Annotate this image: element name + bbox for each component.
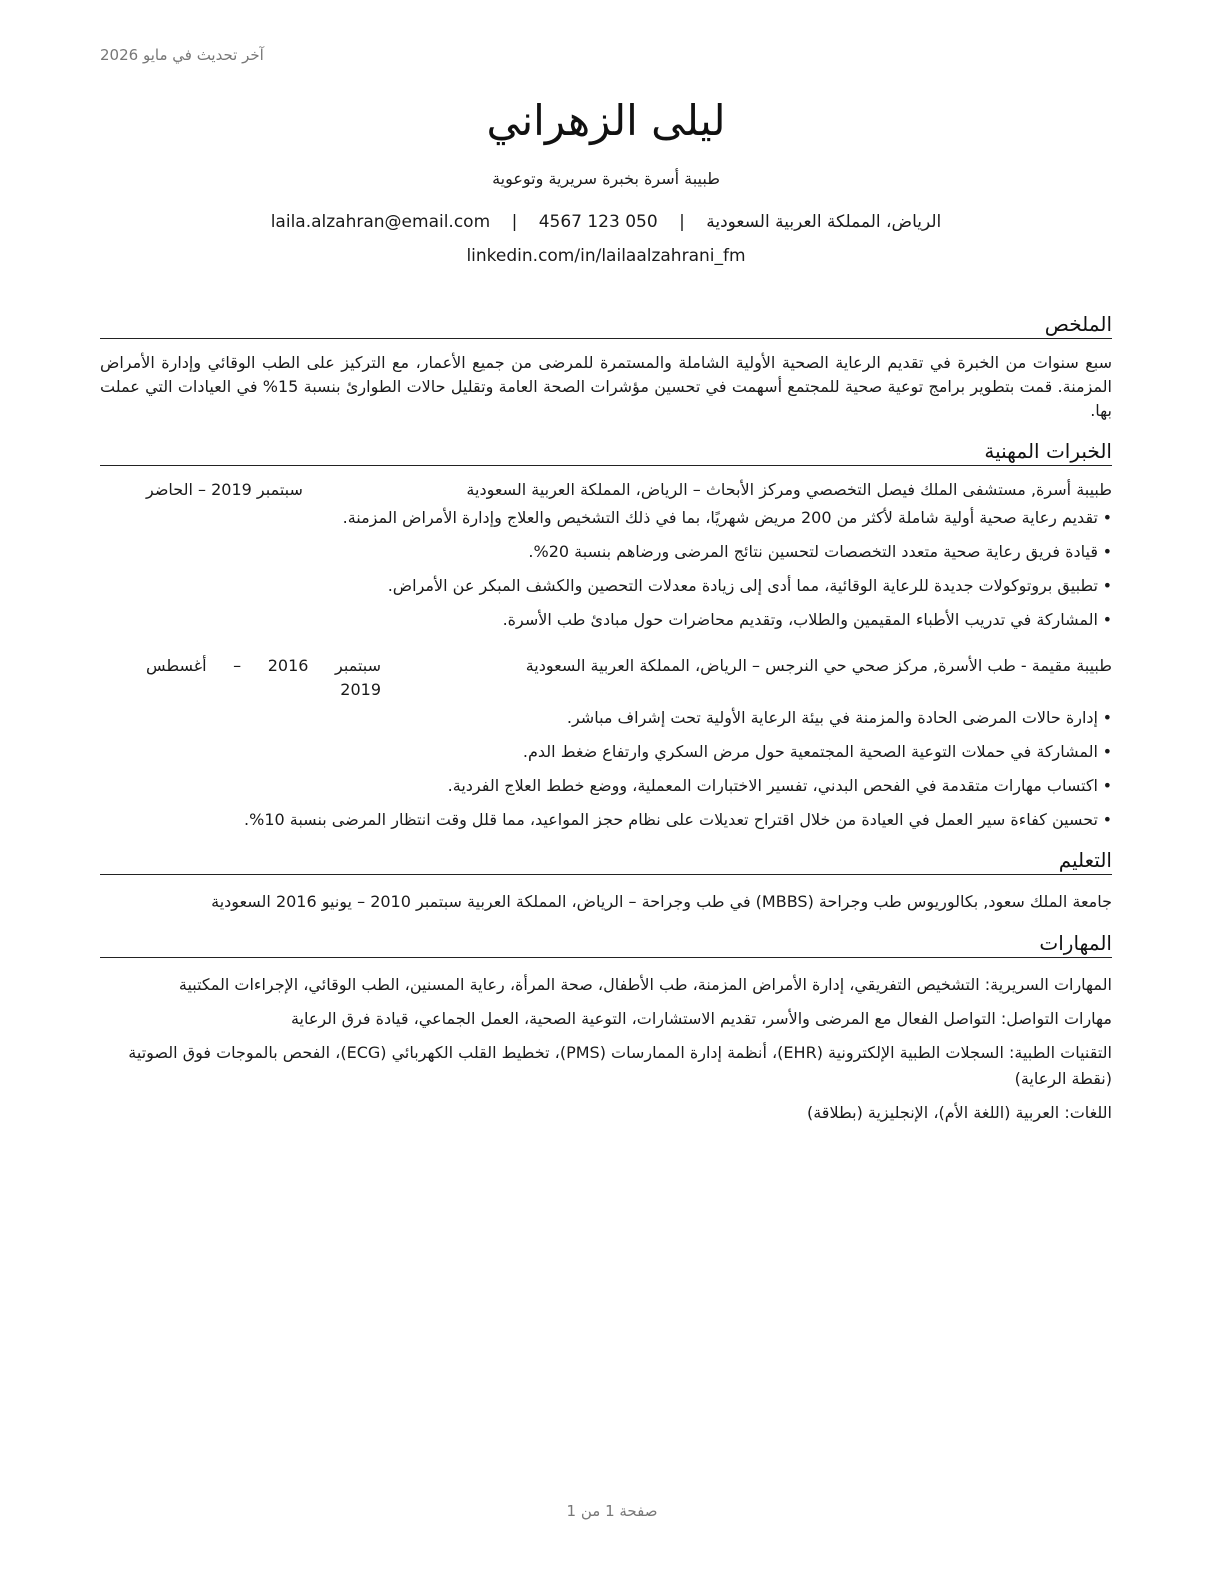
skills-list xyxy=(100,972,1112,1126)
education-entry: جامعة الملك سعود, بكالوريوس طب وجراحة (MBBS) في طب وجراحة – الرياض، المملكة العربية سبتمبر 2010 – يونيو 2016 السعودية xyxy=(211,892,1112,911)
list-item: • تقديم رعاية صحية أولية شاملة لأكثر من 200 مريض شهريًا، بما في ذلك التشخيص والعلاج وإدارة الأمراض المزمنة. xyxy=(100,506,1112,530)
job-bullets xyxy=(100,706,1112,832)
education-section xyxy=(100,846,1112,915)
job-dates: سبتمبر 2019 – الحاضر xyxy=(146,480,303,499)
section-title-experience: الخبرات المهنية xyxy=(100,437,1112,466)
contact-line xyxy=(100,210,1112,234)
summary-text: سبع سنوات من الخبرة في تقديم الرعاية الصحية الأولية الشاملة والمستمرة للمرضى من جميع الأعمار، مع التركيز على الطب الوقائي وإدارة الأمراض المزمنة. قمت بتطوير برامج توعية صحية للمجتمع أسهمت في تحسين مؤشرات الصحة العامة وتقليل حالات الطوارئ بنسبة 15% في العيادات التي عملت بها. xyxy=(100,353,1112,420)
job-header xyxy=(100,478,1112,502)
list-item: • تحسين كفاءة سير العمل في العيادة من خلال اقتراح تعديلات على نظام حجز المواعيد، مما قلل وقت انتظار المرضى بنسبة 10%. xyxy=(100,808,1112,832)
separator: | xyxy=(679,212,685,232)
list-item: • المشاركة في تدريب الأطباء المقيمين والطلاب، وتقديم محاضرات حول مبادئ طب الأسرة. xyxy=(100,608,1112,632)
section-title-summary: الملخص xyxy=(100,310,1112,339)
phone-text: 4567 123 050 xyxy=(538,212,658,232)
skills-section xyxy=(100,929,1112,1126)
summary-section xyxy=(100,310,1112,423)
job-entry xyxy=(100,478,1112,632)
location-text: الرياض، المملكة العربية السعودية xyxy=(706,212,942,232)
candidate-title: طبيبة أسرة بخبرة سريرية وتوعوية xyxy=(492,169,720,188)
list-item: • إدارة حالات المرضى الحادة والمزمنة في بيئة الرعاية الأولية تحت إشراف مباشر. xyxy=(100,706,1112,730)
section-title-education: التعليم xyxy=(100,846,1112,875)
job-role: طبيبة مقيمة - طب الأسرة, مركز صحي حي النرجس – الرياض، المملكة العربية السعودية xyxy=(525,656,1112,675)
resume-body xyxy=(100,310,1112,1140)
job-role: طبيبة أسرة, مستشفى الملك فيصل التخصصي ومركز الأبحاث – الرياض، المملكة العربية السعودية xyxy=(466,480,1112,499)
section-title-skills: المهارات xyxy=(100,929,1112,958)
page-number: صفحة 1 من 1 xyxy=(566,1502,658,1520)
candidate-name: ليلى الزهراني xyxy=(486,96,726,145)
skill-line: التقنيات الطبية: السجلات الطبية الإلكترونية (EHR)، أنظمة إدارة الممارسات (PMS)، تخطيط القلب الكهربائي (ECG)، الفحص بالموجات فوق الصوتية (نقطة الرعاية) xyxy=(128,1043,1112,1088)
job-dates xyxy=(100,654,381,702)
job-dates-line1: سبتمبر 2016 – أغسطس xyxy=(146,656,382,675)
skill-line: مهارات التواصل: التواصل الفعال مع المرضى والأسر، تقديم الاستشارات، التوعية الصحية، العمل الجماعي، قيادة فرق الرعاية xyxy=(290,1009,1112,1028)
job-bullets xyxy=(100,506,1112,632)
last-updated-note: آخر تحديث في مايو 2026 xyxy=(100,46,264,64)
list-item: • اكتساب مهارات متقدمة في الفحص البدني، تفسير الاختبارات المعملية، ووضع خطط العلاج الفردية. xyxy=(100,774,1112,798)
email-link[interactable]: laila.alzahran@email.com xyxy=(270,212,491,232)
experience-section xyxy=(100,437,1112,832)
list-item: • قيادة فريق رعاية صحية متعدد التخصصات لتحسين نتائج المرضى ورضاهم بنسبة 20%. xyxy=(100,540,1112,564)
job-dates-line2: 2019 xyxy=(340,680,381,699)
list-item: • المشاركة في حملات التوعية الصحية المجتمعية حول مرض السكري وارتفاع ضغط الدم. xyxy=(100,740,1112,764)
list-item: • تطبيق بروتوكولات جديدة للرعاية الوقائية، مما أدى إلى زيادة معدلات التحصين والكشف المبكر عن الأمراض. xyxy=(100,574,1112,598)
job-entry xyxy=(100,654,1112,832)
linkedin-link[interactable]: linkedin.com/in/lailaalzahrani_fm xyxy=(466,246,746,266)
separator: | xyxy=(511,212,518,232)
job-header xyxy=(100,654,1112,702)
skill-line: المهارات السريرية: التشخيص التفريقي، إدارة الأمراض المزمنة، طب الأطفال، صحة المرأة، رعاية المسنين، الطب الوقائي، الإجراءات المكتبية xyxy=(178,975,1112,994)
resume-header xyxy=(100,92,1112,268)
skill-line: اللغات: العربية (اللغة الأم)، الإنجليزية (بطلاقة) xyxy=(806,1103,1112,1122)
